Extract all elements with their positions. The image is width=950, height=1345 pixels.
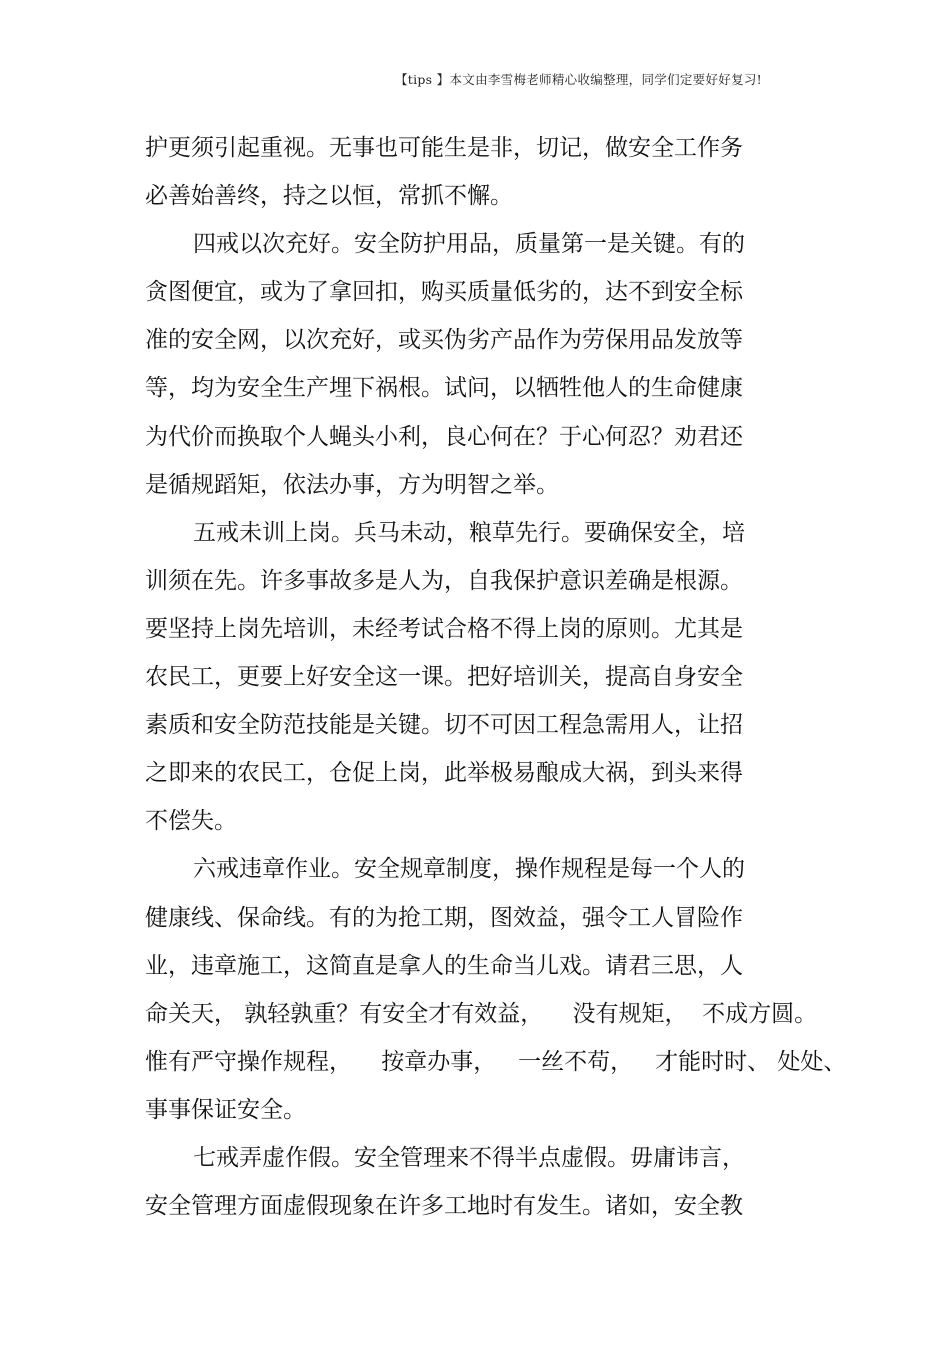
text-line: 要坚持上岗先培训，未经考试合格不得上岗的原则。尤其是 bbox=[145, 615, 743, 642]
text-line: 惟有严守操作规程， 按章办事， 一丝不苟， 才能时时、 处处、 bbox=[145, 1048, 847, 1075]
text-line: 健康线、保命线。有的为抢工期，图效益，强令工人冒险作 bbox=[145, 904, 743, 931]
text-line: 业，违章施工，这简直是拿人的生命当儿戏。请君三思，人 bbox=[145, 952, 743, 979]
paragraph-start-line: 六戒违章作业。安全规章制度，操作规程是每一个人的 bbox=[193, 856, 745, 883]
text-line: 事事保证安全。 bbox=[145, 1096, 306, 1123]
text-line: 不偿失。 bbox=[145, 808, 237, 835]
text-line: 之即来的农民工，仓促上岗，此举极易酿成大祸，到头来得 bbox=[145, 760, 743, 787]
text-line: 等，均为安全生产埋下祸根。试问，以牺牲他人的生命健康 bbox=[145, 375, 743, 402]
header-tip-note: 【tips 】本文由李雪梅老师精心收编整理，同学们定要好好复习! bbox=[394, 72, 762, 87]
text-line: 安全管理方面虚假现象在许多工地时有发生。诸如，安全教 bbox=[145, 1193, 743, 1220]
text-line: 贪图便宜，或为了拿回扣，购买质量低劣的，达不到安全标 bbox=[145, 279, 743, 306]
text-line: 素质和安全防范技能是关键。切不可因工程急需用人，让招 bbox=[145, 712, 743, 739]
text-line: 为代价而换取个人蝇头小利，良心何在？于心何忍？劝君还 bbox=[145, 423, 743, 450]
text-line: 准的安全网，以次充好，或买伪劣产品作为劳保用品发放等 bbox=[145, 327, 743, 354]
text-line: 护更须引起重视。无事也可能生是非，切记，做安全工作务 bbox=[145, 135, 743, 161]
paragraph-start-line: 五戒未训上岗。兵马未动，粮草先行。要确保安全，培 bbox=[193, 519, 745, 546]
text-line: 训须在先。许多事故多是人为，自我保护意识差确是根源。 bbox=[145, 567, 743, 594]
paragraph-start-line: 四戒以次充好。安全防护用品，质量第一是关键。有的 bbox=[193, 231, 745, 258]
text-line: 是循规蹈矩，依法办事，方为明智之举。 bbox=[145, 471, 559, 498]
paragraph-start-line: 七戒弄虚作假。安全管理来不得半点虚假。毋庸讳言， bbox=[193, 1144, 745, 1171]
text-line: 命关天， 孰轻孰重？有安全才有效益， 没有规矩， 不成方圆。 bbox=[145, 1000, 818, 1027]
text-line: 必善始善终，持之以恒，常抓不懈。 bbox=[145, 183, 513, 210]
text-line: 农民工，更要上好安全这一课。把好培训关，提高自身安全 bbox=[145, 664, 743, 691]
document-body bbox=[145, 124, 847, 1230]
